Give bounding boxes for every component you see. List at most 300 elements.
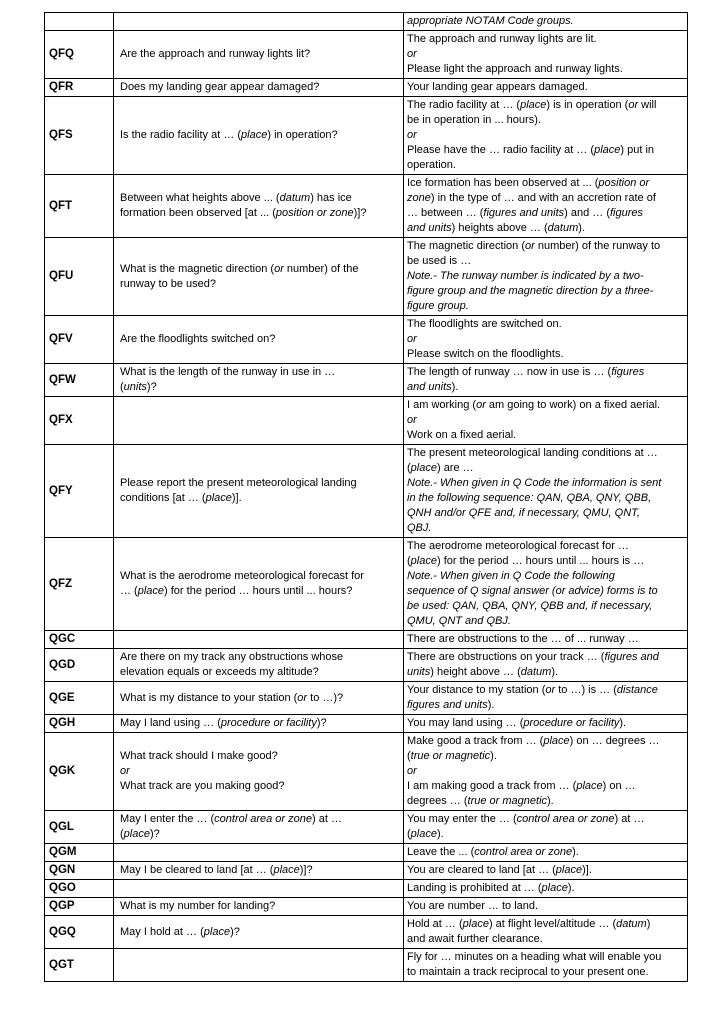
italic-text: place xyxy=(410,555,437,567)
answer-cell xyxy=(404,316,688,364)
answer-line xyxy=(407,113,683,128)
q-code-cell: QGL xyxy=(45,811,114,844)
question-cell xyxy=(114,445,404,538)
answer-cell xyxy=(404,715,688,733)
text-segment: What is the magnetic direction ( xyxy=(120,262,275,275)
italic-text: place xyxy=(273,864,300,876)
text-segment: ( xyxy=(407,462,411,474)
text-segment: Please have the … radio facility at … ( xyxy=(407,144,595,156)
text-segment: )]. xyxy=(231,492,242,504)
italic-text: place xyxy=(410,828,437,840)
italic-text: figures xyxy=(610,207,644,219)
text-segment: degrees … ( xyxy=(407,795,468,807)
answer-cell xyxy=(404,79,688,97)
italic-text: place xyxy=(520,99,547,111)
text-segment: May I hold at … ( xyxy=(120,925,204,938)
text-segment: operation. xyxy=(407,159,456,171)
question-cell xyxy=(114,949,404,982)
question-cell xyxy=(114,175,404,238)
text-segment: The magnetic direction ( xyxy=(407,240,525,252)
answer-cell xyxy=(404,733,688,811)
italic-text: place xyxy=(555,864,583,876)
question-line xyxy=(120,476,399,491)
italic-text: datum xyxy=(547,222,579,234)
q-code-cell: QFX xyxy=(45,397,114,445)
text-segment: ) at … xyxy=(614,813,645,825)
italic-text: figures and units xyxy=(483,207,565,219)
text-segment: ). xyxy=(490,750,497,762)
answer-line xyxy=(407,491,683,506)
text-segment: Please switch on the floodlights. xyxy=(407,348,564,360)
table-row xyxy=(45,715,688,733)
text-segment: ( xyxy=(120,381,124,393)
text-segment: The present meteorological landing conditions at … xyxy=(407,447,658,459)
answer-line xyxy=(407,221,683,236)
text-segment: ( xyxy=(407,750,411,762)
question-line xyxy=(120,47,399,62)
italic-text: or xyxy=(407,414,417,426)
italic-text: sequence of Q signal answer (or advice) forms is to xyxy=(407,585,658,597)
text-segment: ) on … xyxy=(602,780,636,792)
answer-line xyxy=(407,206,683,221)
text-segment: )]? xyxy=(299,864,313,876)
table-row xyxy=(45,898,688,916)
table-row xyxy=(45,175,688,238)
italic-text: or xyxy=(297,691,308,704)
text-segment: You are number … to land. xyxy=(407,900,539,912)
text-segment: ( xyxy=(120,828,124,840)
italic-text: or xyxy=(120,765,130,777)
question-cell xyxy=(114,13,404,31)
italic-text: place xyxy=(203,925,231,938)
answer-cell xyxy=(404,862,688,880)
text-segment: I am making good a track from … ( xyxy=(407,780,577,792)
text-segment: What is my distance to your station ( xyxy=(120,691,298,704)
q-code-cell: QFU xyxy=(45,238,114,316)
text-segment: ) at flight level/altitude … ( xyxy=(488,918,617,930)
answer-line xyxy=(407,317,683,332)
table-row xyxy=(45,445,688,538)
italic-text: control area or zone xyxy=(214,813,312,825)
question-line xyxy=(120,191,399,206)
answer-line xyxy=(407,917,683,932)
q-code-cell: QFW xyxy=(45,364,114,397)
italic-text: place xyxy=(541,882,568,894)
italic-text: place xyxy=(137,585,165,597)
italic-text: control area or zone xyxy=(516,813,615,825)
question-line xyxy=(120,779,399,794)
question-line xyxy=(120,827,399,842)
italic-text: procedure or facility xyxy=(220,717,317,729)
text-segment: … between … ( xyxy=(407,207,484,219)
italic-text: or xyxy=(274,262,284,275)
italic-text: units xyxy=(123,381,147,393)
text-segment: number) of the xyxy=(283,262,359,275)
text-segment: be used is … xyxy=(407,255,472,267)
q-code-cell: QGM xyxy=(45,844,114,862)
text-segment: )? xyxy=(146,381,157,393)
q-code-cell: QGC xyxy=(45,631,114,649)
question-cell xyxy=(114,97,404,175)
italic-text: position or xyxy=(598,177,650,189)
q-code-cell: QGQ xyxy=(45,916,114,949)
text-segment: ) and … ( xyxy=(564,207,610,219)
italic-text: figure group. xyxy=(407,300,469,312)
answer-line xyxy=(407,191,683,206)
text-segment: Landing is prohibited at … ( xyxy=(407,882,542,894)
text-segment: ) heights above … ( xyxy=(451,222,548,234)
answer-cell xyxy=(404,949,688,982)
table-row xyxy=(45,79,688,97)
text-segment: What is the aerodrome meteorological forecast for xyxy=(120,570,364,582)
italic-text: figures and units xyxy=(407,699,488,711)
q-code-cell: QGP xyxy=(45,898,114,916)
q-code-cell: QFR xyxy=(45,79,114,97)
answer-line xyxy=(407,584,683,599)
text-segment: The floodlights are switched on. xyxy=(407,318,562,330)
italic-text: place xyxy=(410,462,437,474)
text-segment: Please light the approach and runway lights. xyxy=(407,63,623,75)
answer-line xyxy=(407,413,683,428)
answer-cell xyxy=(404,238,688,316)
answer-line xyxy=(407,158,683,173)
text-segment: ) xyxy=(646,918,651,930)
italic-text: and units xyxy=(407,381,452,393)
italic-text: figures xyxy=(611,366,645,378)
answer-line xyxy=(407,380,683,395)
text-segment: ( xyxy=(407,555,411,567)
italic-text: figure group and the magnetic direction by a three- xyxy=(407,285,654,297)
table-row xyxy=(45,316,688,364)
text-segment: ) in operation? xyxy=(267,129,338,141)
table-row xyxy=(45,97,688,175)
italic-text: be used: QAN, QBA, QNY, QBB and, if necessary, xyxy=(407,600,653,612)
answer-line xyxy=(407,143,683,158)
question-line xyxy=(120,716,399,731)
q-code-cell: QGT xyxy=(45,949,114,982)
text-segment: I am working ( xyxy=(407,399,477,411)
question-line xyxy=(120,332,399,347)
italic-text: true or magnetic xyxy=(467,795,548,807)
q-code-cell: QGH xyxy=(45,715,114,733)
text-segment: will xyxy=(638,99,657,111)
text-segment: )? xyxy=(149,828,160,840)
italic-text: appropriate NOTAM Code groups. xyxy=(407,15,574,27)
text-segment: ). xyxy=(451,381,459,393)
answer-line xyxy=(407,446,683,461)
question-cell xyxy=(114,649,404,682)
question-line xyxy=(120,569,399,584)
text-segment: ) on … degrees … xyxy=(569,735,660,747)
text-segment: Your landing gear appears damaged. xyxy=(407,81,588,93)
text-segment: number) of the runway to xyxy=(534,240,661,252)
question-cell xyxy=(114,238,404,316)
answer-line xyxy=(407,554,683,569)
text-segment: You may land using … ( xyxy=(407,717,524,729)
answer-line xyxy=(407,779,683,794)
answer-cell xyxy=(404,13,688,31)
italic-text: figures and xyxy=(604,651,659,663)
text-segment: be in operation in ... hours). xyxy=(407,114,541,126)
q-code-cell: QFT xyxy=(45,175,114,238)
question-cell xyxy=(114,811,404,844)
text-segment: to maintain a track reciprocal to your present one. xyxy=(407,966,649,978)
question-cell xyxy=(114,31,404,79)
q-code-cell: QGK xyxy=(45,733,114,811)
text-segment: ). xyxy=(578,222,585,234)
italic-text: place xyxy=(241,129,268,141)
answer-line xyxy=(407,398,683,413)
answer-line xyxy=(407,239,683,254)
table-row xyxy=(45,631,688,649)
text-segment: Make good a track from … ( xyxy=(407,735,544,747)
question-line xyxy=(120,491,399,506)
answer-line xyxy=(407,599,683,614)
table-row xyxy=(45,649,688,682)
q-code-cell: QFY xyxy=(45,445,114,538)
question-cell xyxy=(114,880,404,898)
answer-line xyxy=(407,128,683,143)
text-segment: Fly for … minutes on a heading what will enable you xyxy=(407,951,662,963)
answer-cell xyxy=(404,844,688,862)
answer-line xyxy=(407,881,683,896)
answer-cell xyxy=(404,31,688,79)
text-segment: Are there on my track any obstructions whose xyxy=(120,651,344,663)
answer-line xyxy=(407,428,683,443)
text-segment: and await further clearance. xyxy=(407,933,543,945)
text-segment: ) height above … ( xyxy=(430,666,521,678)
q-code-cell: QFV xyxy=(45,316,114,364)
question-cell xyxy=(114,538,404,631)
italic-text: QNH and/or QFE and, if necessary, QMU, QNT, xyxy=(407,507,640,519)
italic-text: place xyxy=(576,780,603,792)
text-segment: ). xyxy=(436,828,444,840)
text-segment: ) is in operation ( xyxy=(546,99,629,111)
table-row xyxy=(45,538,688,631)
answer-cell xyxy=(404,631,688,649)
question-cell xyxy=(114,631,404,649)
text-segment: Does my landing gear appear damaged? xyxy=(120,81,320,93)
italic-text: distance xyxy=(616,684,658,696)
answer-cell xyxy=(404,649,688,682)
text-segment: ). xyxy=(487,699,495,711)
italic-text: procedure or facility xyxy=(523,717,620,729)
italic-text: or xyxy=(407,333,417,345)
table-row xyxy=(45,844,688,862)
italic-text: control area or zone xyxy=(474,846,573,858)
answer-line xyxy=(407,863,683,878)
text-segment: ) has ice xyxy=(310,192,352,204)
q-code-cell: QFZ xyxy=(45,538,114,631)
italic-text: or xyxy=(407,129,417,141)
text-segment: runway to be used? xyxy=(120,277,217,290)
italic-text: place xyxy=(123,828,150,840)
answer-cell xyxy=(404,898,688,916)
answer-line xyxy=(407,332,683,347)
italic-text: or xyxy=(545,684,556,696)
table-row xyxy=(45,238,688,316)
answer-line xyxy=(407,506,683,521)
text-segment: Ice formation has been observed at ... ( xyxy=(407,177,599,189)
question-cell xyxy=(114,733,404,811)
italic-text: place xyxy=(205,492,232,504)
text-segment: Your distance to my station ( xyxy=(407,684,546,696)
text-segment: ) in the type of … and with an accretion rate of xyxy=(430,192,656,204)
question-cell xyxy=(114,916,404,949)
text-segment: … ( xyxy=(120,585,138,597)
table-row xyxy=(45,862,688,880)
text-segment: )]. xyxy=(582,864,592,876)
text-segment: ) are … xyxy=(436,462,474,474)
text-segment: What track are you making good? xyxy=(120,780,285,792)
table-row xyxy=(45,364,688,397)
italic-text: place xyxy=(543,735,570,747)
italic-text: or xyxy=(476,399,486,411)
text-segment: to …) is … ( xyxy=(555,684,617,696)
q-code-cell: QFQ xyxy=(45,31,114,79)
question-line xyxy=(120,206,399,221)
text-segment: May I be cleared to land [at … ( xyxy=(120,864,274,876)
answer-cell xyxy=(404,97,688,175)
table-row xyxy=(45,31,688,79)
answer-line xyxy=(407,632,683,647)
answer-cell xyxy=(404,682,688,715)
answer-line xyxy=(407,716,683,731)
text-segment: Leave the ... ( xyxy=(407,846,475,858)
text-segment: elevation equals or exceeds my altitude? xyxy=(120,666,319,678)
answer-line xyxy=(407,284,683,299)
text-segment: The approach and runway lights are lit. xyxy=(407,33,597,45)
question-cell xyxy=(114,397,404,445)
question-cell xyxy=(114,844,404,862)
answer-line xyxy=(407,269,683,284)
text-segment: ). xyxy=(619,717,627,729)
text-segment: The length of runway … now in use is … ( xyxy=(407,366,612,378)
answer-cell xyxy=(404,538,688,631)
italic-text: or xyxy=(407,765,417,777)
text-segment: ). xyxy=(572,846,579,858)
question-cell xyxy=(114,715,404,733)
table-row xyxy=(45,682,688,715)
answer-line xyxy=(407,254,683,269)
answer-cell xyxy=(404,397,688,445)
italic-text: Note.- When given in Q Code the information is sent xyxy=(407,477,662,489)
text-segment: )? xyxy=(230,925,240,938)
text-segment: May I enter the … ( xyxy=(120,813,215,825)
text-segment: )? xyxy=(316,717,327,729)
italic-text: true or magnetic xyxy=(410,750,491,762)
answer-line xyxy=(407,698,683,713)
question-line xyxy=(120,650,399,665)
answer-line xyxy=(407,98,683,113)
italic-text: datum xyxy=(279,192,311,204)
answer-line xyxy=(407,176,683,191)
question-line xyxy=(120,749,399,764)
text-segment: Please report the present meteorological landing xyxy=(120,477,357,489)
italic-text: place xyxy=(462,918,489,930)
answer-cell xyxy=(404,364,688,397)
italic-text: or xyxy=(525,240,535,252)
answer-line xyxy=(407,665,683,680)
question-line xyxy=(120,899,399,914)
answer-cell xyxy=(404,445,688,538)
text-segment: What is the length of the runway in use in … xyxy=(120,366,336,378)
question-line xyxy=(120,863,399,878)
answer-line xyxy=(407,827,683,842)
table-row xyxy=(45,949,688,982)
answer-line xyxy=(407,14,683,29)
answer-line xyxy=(407,794,683,809)
q-code-table-body xyxy=(45,13,688,982)
answer-line xyxy=(407,539,683,554)
table-row xyxy=(45,880,688,898)
question-line xyxy=(120,925,399,940)
answer-cell xyxy=(404,175,688,238)
italic-text: Note.- The runway number is indicated by a two- xyxy=(407,270,644,282)
answer-line xyxy=(407,965,683,980)
answer-line xyxy=(407,899,683,914)
text-segment: Are the floodlights switched on? xyxy=(120,333,276,345)
italic-text: QBJ. xyxy=(407,522,432,534)
text-segment: am going to work) on a fixed aerial. xyxy=(485,399,661,411)
italic-text: or xyxy=(628,99,639,111)
text-segment: Are the approach and runway lights lit? xyxy=(120,48,311,60)
answer-line xyxy=(407,650,683,665)
text-segment: The aerodrome meteorological forecast for … xyxy=(407,540,629,552)
answer-line xyxy=(407,845,683,860)
italic-text: and units xyxy=(407,222,452,234)
text-segment: ) for the period … hours until ... hours? xyxy=(164,585,353,597)
answer-line xyxy=(407,461,683,476)
text-segment: What is my number for landing? xyxy=(120,900,276,912)
text-segment: )]? xyxy=(353,207,367,219)
text-segment: ). xyxy=(567,882,575,894)
answer-line xyxy=(407,614,683,629)
italic-text: datum xyxy=(520,666,552,678)
answer-cell xyxy=(404,916,688,949)
q-code-cell: QGN xyxy=(45,862,114,880)
answer-line xyxy=(407,734,683,749)
text-segment: ). xyxy=(551,666,559,678)
text-segment: The radio facility at … ( xyxy=(407,99,521,111)
italic-text: place xyxy=(594,144,621,156)
answer-line xyxy=(407,764,683,779)
question-line xyxy=(120,80,399,95)
text-segment: What track should I make good? xyxy=(120,750,278,762)
table-row xyxy=(45,916,688,949)
question-cell xyxy=(114,316,404,364)
answer-line xyxy=(407,347,683,362)
italic-text: zone xyxy=(407,192,431,204)
question-cell xyxy=(114,364,404,397)
table-row xyxy=(45,397,688,445)
question-line xyxy=(120,665,399,680)
question-cell xyxy=(114,682,404,715)
text-segment: Is the radio facility at … ( xyxy=(120,129,242,141)
q-code-cell xyxy=(45,13,114,31)
text-segment: There are obstructions to the … of ... runway … xyxy=(407,633,639,645)
text-segment: May I land using … ( xyxy=(120,717,221,729)
answer-cell xyxy=(404,811,688,844)
answer-line xyxy=(407,80,683,95)
q-code-cell: QGO xyxy=(45,880,114,898)
text-segment: There are obstructions on your track … ( xyxy=(407,651,605,663)
question-cell xyxy=(114,862,404,880)
answer-line xyxy=(407,569,683,584)
text-segment: ). xyxy=(547,795,554,807)
italic-text: position or zone xyxy=(275,207,354,219)
question-cell xyxy=(114,898,404,916)
